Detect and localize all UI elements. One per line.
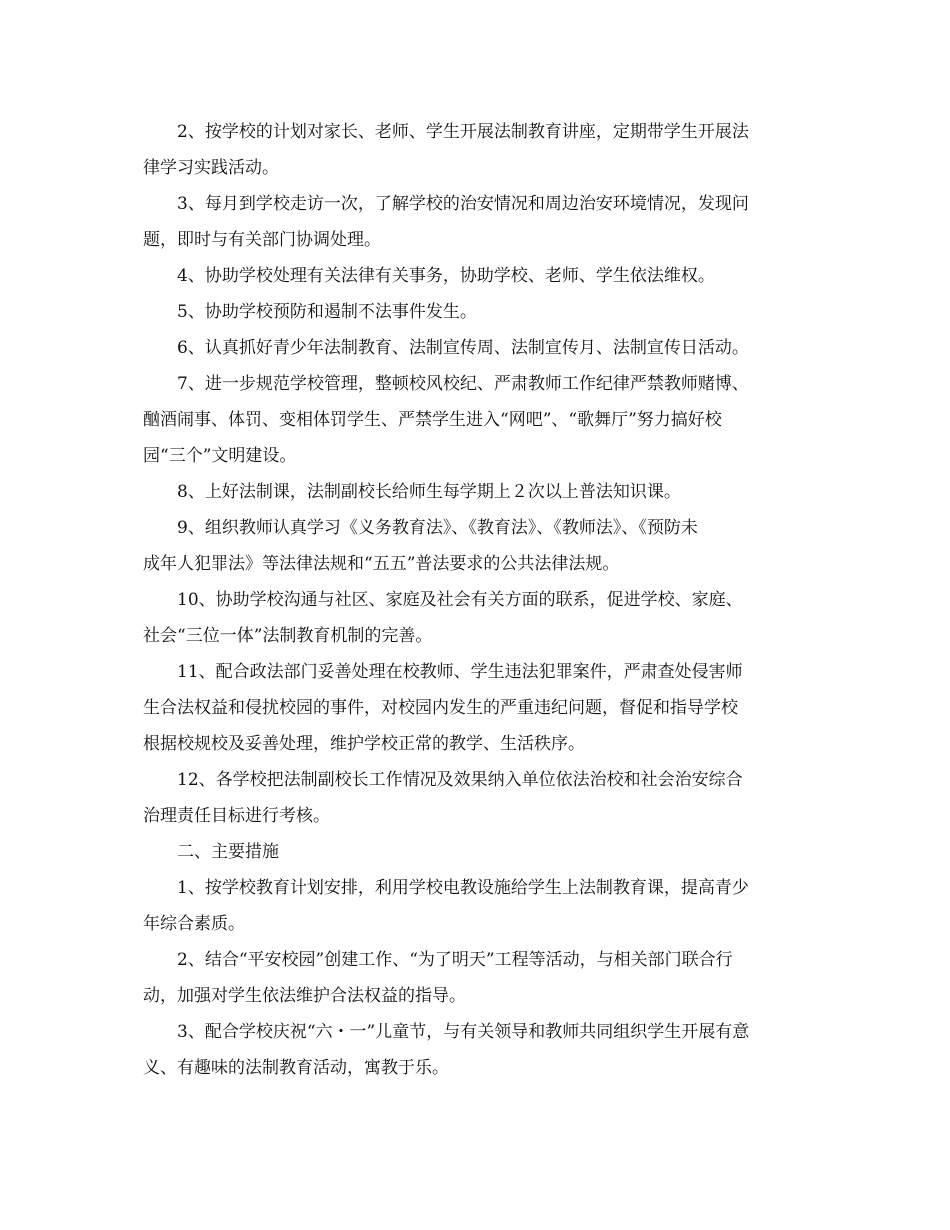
text-line: 7、进一步规范学校管理，整顿校风校纪、严肃教师工作纪律严禁教师赌博、 [177,374,749,394]
text-line: 二、主要措施 [177,842,279,862]
text-line: 10、协助学校沟通与社区、家庭及社会有关方面的联系，促进学校、家庭、 [177,590,743,610]
text-line: 成年人犯罪法》等法律法规和“五五”普法要求的公共法律法规。 [143,554,620,574]
paragraph [143,762,808,834]
text-line: 12、各学校把法制副校长工作情况及效果纳入单位依法治校和社会治安综合 [177,770,743,790]
text-line: 4、协助学校处理有关法律有关事务，协助学校、老师、学生依法维权。 [177,266,715,286]
paragraph [143,366,808,474]
text-line: 律学习实践活动。 [143,158,279,178]
text-line: 酗酒闹事、体罚、变相体罚学生、严禁学生进入“网吧”、“歌舞厅”努力搞好校 [143,410,722,430]
text-line: 2、按学校的计划对家长、老师、学生开展法制教育讲座，定期带学生开展法 [177,122,749,142]
paragraph [143,1014,808,1086]
text-line: 5、协助学校预防和遏制不法事件发生。 [177,302,477,322]
paragraph [143,294,808,330]
text-line: 3、配合学校庆祝“六・一”儿童节，与有关领导和教师共同组织学生开展有意 [177,1022,750,1042]
text-line: 社会“三位一体”法制教育机制的完善。 [143,626,433,646]
text-line: 9、组织教师认真学习《义务教育法》、《教育法》、《教师法》、《预防未 [177,518,698,538]
paragraph [143,654,808,762]
paragraph [143,834,808,870]
text-line: 年综合素质。 [143,914,245,934]
text-line: 8、上好法制课，法制副校长给师生每学期上２次以上普法知识课。 [177,482,681,502]
paragraph [143,186,808,258]
text-line: 治理责任目标进行考核。 [143,806,330,826]
text-line: 3、每月到学校走访一次，了解学校的治安情况和周边治安环境情况，发现问 [177,194,749,214]
document-body [143,114,808,1086]
text-line: 义、有趣味的法制教育活动，寓教于乐。 [143,1058,449,1078]
text-line: 2、结合“平安校园”创建工作、“为了明天”工程等活动，与相关部门联合行 [177,950,733,970]
text-line: 题，即时与有关部门协调处理。 [143,230,381,250]
paragraph [143,870,808,942]
paragraph [143,942,808,1014]
text-line: 6、认真抓好青少年法制教育、法制宣传周、法制宣传月、法制宣传日活动。 [177,338,749,358]
paragraph [143,510,808,582]
text-line: 生合法权益和侵扰校园的事件，对校园内发生的严重违纪问题，督促和指导学校 [143,698,738,718]
text-line: 根据校规校及妥善处理，维护学校正常的教学、生活秩序。 [143,734,585,754]
paragraph [143,582,808,654]
paragraph [143,114,808,186]
text-line: 11、配合政法部门妥善处理在校教师、学生违法犯罪案件，严肃查处侵害师 [177,662,743,682]
text-line: 1、按学校教育计划安排，利用学校电教设施给学生上法制教育课，提高青少 [177,878,749,898]
text-line: 园“三个”文明建设。 [143,446,297,466]
paragraph [143,330,808,366]
text-line: 动，加强对学生依法维护合法权益的指导。 [143,986,466,1006]
paragraph [143,258,808,294]
paragraph [143,474,808,510]
